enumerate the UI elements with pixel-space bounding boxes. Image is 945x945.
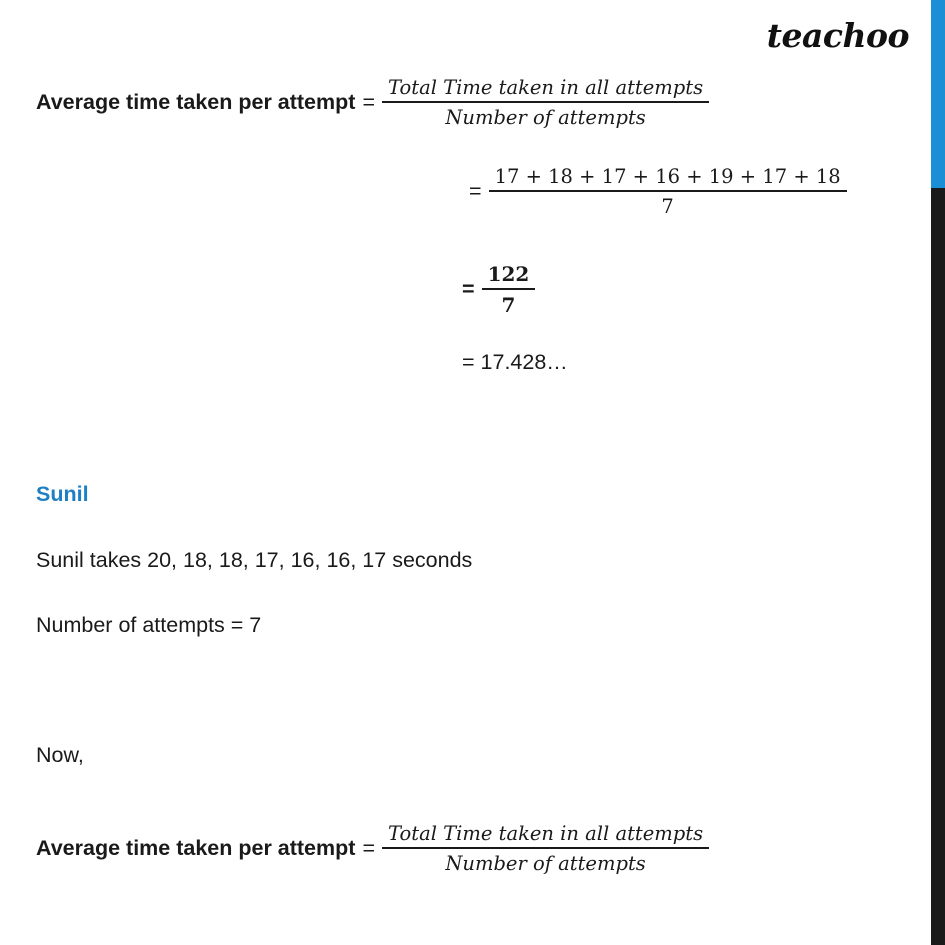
fraction-2-denominator: 7 bbox=[661, 194, 674, 218]
number-of-attempts-text: Number of attempts = 7 bbox=[36, 613, 262, 637]
average-formula-row-3 bbox=[462, 262, 535, 317]
fraction-3-numerator: 122 bbox=[487, 262, 530, 286]
now-text: Now, bbox=[36, 743, 84, 767]
average-formula-row-1 bbox=[36, 76, 709, 129]
section-heading-label: Sunil bbox=[36, 482, 89, 506]
fraction-3-denominator: 7 bbox=[501, 292, 516, 317]
teachoo-logo: teachoo bbox=[766, 16, 909, 55]
average-label-2: Average time taken per attempt bbox=[36, 835, 356, 860]
now-line bbox=[36, 743, 84, 768]
fraction-2 bbox=[489, 165, 847, 218]
average-result-value: = 17.428… bbox=[462, 350, 568, 374]
average-formula-row-2 bbox=[462, 165, 847, 218]
document-content bbox=[36, 0, 916, 945]
equals-sign-3: = bbox=[462, 276, 475, 301]
fraction-4-denominator: Number of attempts bbox=[445, 851, 646, 875]
equals-sign-2: = bbox=[469, 178, 482, 203]
sunil-times-line bbox=[36, 548, 472, 573]
equals-sign-1: = bbox=[362, 89, 375, 114]
fraction-1-denominator: Number of attempts bbox=[445, 105, 646, 129]
edge-accent-bar-blue bbox=[931, 0, 945, 188]
sunil-times-text: Sunil takes 20, 18, 18, 17, 16, 16, 17 seconds bbox=[36, 548, 473, 572]
fraction-1 bbox=[382, 76, 709, 129]
edge-accent-bar-dark bbox=[931, 188, 945, 945]
average-formula-row-4 bbox=[36, 822, 709, 875]
average-result-row bbox=[462, 350, 568, 375]
section-heading-sunil bbox=[36, 482, 89, 507]
fraction-3 bbox=[482, 262, 536, 317]
number-of-attempts-line bbox=[36, 613, 261, 638]
fraction-2-numerator: 17 + 18 + 17 + 16 + 19 + 17 + 18 bbox=[494, 165, 841, 188]
fraction-1-numerator: Total Time taken in all attempts bbox=[388, 76, 704, 99]
average-label-1: Average time taken per attempt bbox=[36, 89, 356, 114]
fraction-4 bbox=[382, 822, 709, 875]
equals-sign-4: = bbox=[362, 835, 375, 860]
fraction-4-numerator: Total Time taken in all attempts bbox=[388, 822, 704, 845]
